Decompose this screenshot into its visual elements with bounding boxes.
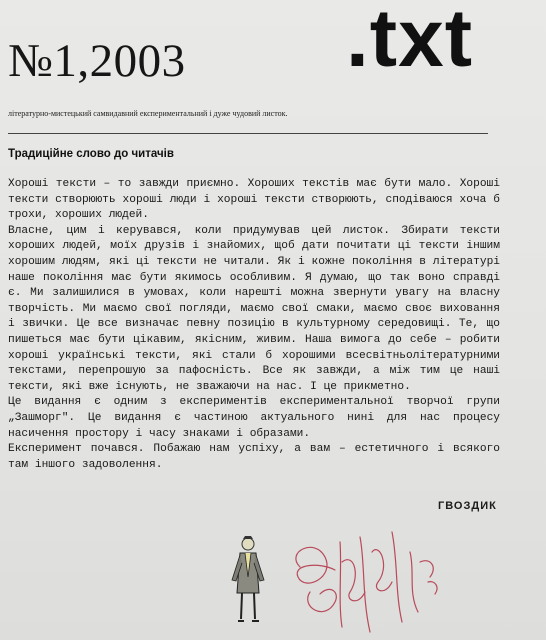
person-drawing-icon (228, 535, 268, 625)
article-body (8, 177, 500, 473)
publication-title: .txt (346, 0, 473, 84)
paragraph: Експеримент почався. Побажаю нам успіху, а вам – естетичного і всякого там іншого задоволення. (8, 443, 500, 471)
paragraph: Це видання є одним з експериментів експериментальної творчої групи „Зашморг". Це видання є частиною актуального нині для нас процесу насичення простору і часу знаками і образами. (8, 396, 500, 440)
author-signature: ГВОЗДИК (438, 500, 497, 512)
handwritten-autograph-icon (280, 522, 460, 637)
paragraph: Власне, цим і керувався, коли придумував цей листок. Збирати тексти хороших людей, моїх друзів і знайомих, щоб дати почитати ці тексти іншим хорошим людям, які ці тексти не читали. Як і кожне покоління в літературі наше покоління має бути якимось особливим. Я думаю, що так воно справді є. Ми залишилися в умовах, коли нарешті можна звернути увагу на власну творчість. Ми маємо свої погляди, маємо свої смаки, маємо своє виховання і звички. Це все визначає певну позицію в культурному середовищі. Те, що пишеться має бути цікавим, якісним, живим. Наша вимога до себе – робити хороші українські тексти, які стали б хорошими всесвітньолітературними текстами, перепрошую за пафосність. Все як завжди, а між тим це наші тексти, які вже існують, не зважаючи на нас. І це прикметно. (8, 224, 500, 393)
issue-number: №1,2003 (8, 35, 186, 87)
article-heading: Традиційне слово до читачів (8, 148, 174, 160)
publication-subtitle: літературно-мистецький самвидавний експериментальний і дуже чудовий листок. (8, 109, 288, 118)
divider (8, 133, 488, 134)
paragraph: Хороші тексти – то завжди приємно. Хороших текстів має бути мало. Хороші тексти створюють хороші люди і хороші тексти створюють, сподіваюся хоча б трохи, хороших людей. (8, 178, 500, 222)
